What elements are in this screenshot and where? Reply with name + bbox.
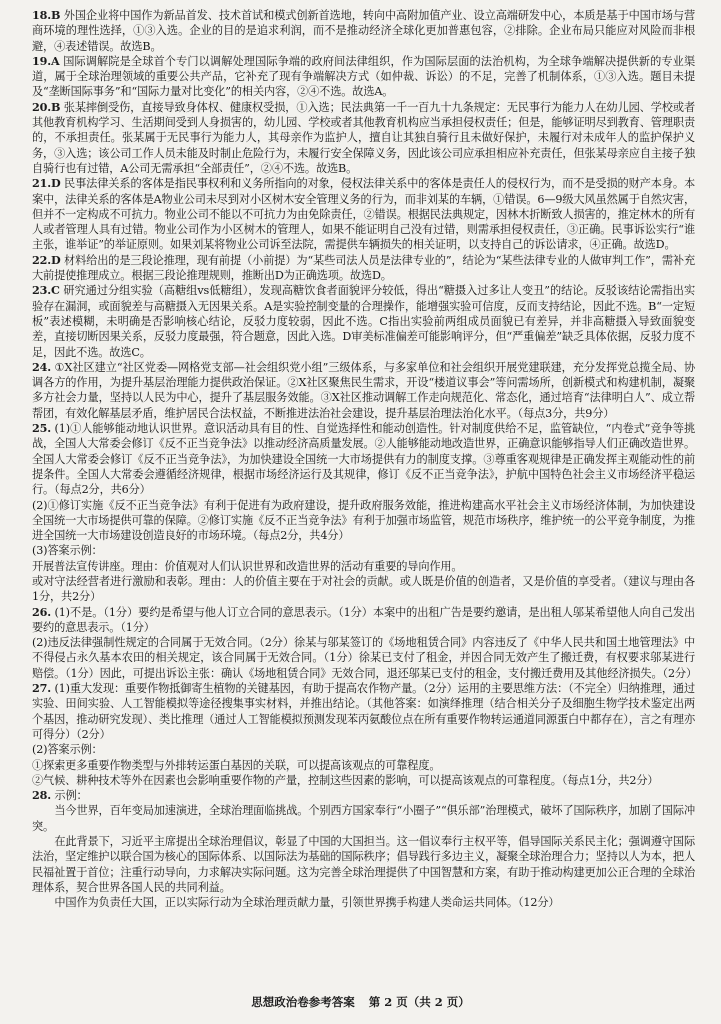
answer-text: (1)①人能够能动地认识世界。意识活动具有目的性、自觉选择性和能动创造性。针对制度供给不足，监管缺位，“内卷式”竞争等挑战，全国人大常委会修订《反不正当竞争法》以推动经济高质量发展。②人能够能动地改造世界，正确意识能够指导人们正确改造世界。全国人大常委会修订《反不正当竞争法》，为加快建设全国统一大市场提供有力的制度支撑。③尊重客观规律是正确发挥主观能动性的前提条件。全国人大常委会遵循经济规律，根据市场经济运行及其规律，修订《反不正当竞争法》，护航中国特色社会主义市场经济平稳运行。（每点2分，共6分） — [32, 422, 695, 497]
answer-text: (1)不是。（1分）要约是希望与他人订立合同的意思表示。（1分）本案中的出租广告是要约邀请，是出租人邬某希望他人向自己发出要约的意思表示。（1分） — [32, 605, 695, 634]
answer-paragraph — [32, 574, 695, 605]
question-number: 21.D — [32, 176, 61, 191]
answer-text: 张某摔倒受伤，直接导致身体权、健康权受损，①入选；民法典第一千一百九十九条规定：无民事行为能力人在幼儿园、学校或者其他教育机构学习、生活期间受到人身损害的，幼儿园、学校或者其他教育机构应当承担侵权责任；但是，能够证明尽到教育、管理职责的，不承担责任。张某属于无民事行为能力人，其母亲作为监护人，擅自让其独自骑行且未做好保护，未履行对未成年人的监护保护义务，③入选；该公司工作人员未能及时制止危险行为，未履行安全保障义务，因此该公司应承担相应补充责任，但张某母亲应自主接子独自骑行也有过错，A公司无需承担“全部责任”，②④不选。故选B。 — [32, 100, 695, 175]
answer-paragraph — [32, 543, 695, 558]
answer-text: 民事法律关系的客体是指民事权利和义务所指向的对象，侵权法律关系中的客体是责任人的侵权行为，而不是受损的财产本身。本案中，法律关系的客体是A物业公司未尽到对小区树木安全管理义务的行为，而非刘某的车辆，①错误。6—9级大风虽然属于自然灾害，但并不一定构成不可抗力。物业公司不能以不可抗力为由免除责任，②错误。根据民法典规定，因林木折断致人损害的，推定林木的所有人或者管理人具有过错。物业公司作为小区树木的管理人，如果不能证明自己没有过错，则需承担侵权责任，③正确。民事诉讼实行“谁主张，谁举证”的举证原则。如果刘某将物业公司诉至法院，需提供车辆损失的相关证明，以支持自己的诉讼请求，④正确。故选D。 — [32, 177, 695, 252]
answer-text: (2)①修订实施《反不正当竞争法》有利于促进有为政府建设，提升政府服务效能，推进构建高水平社会主义市场经济体制，为加快建设全国统一大市场提供可靠的保障。②修订实施《反不正当竞争法》有利于加强市场监管，规范市场秩序，维护统一的公平竞争制度，为推进全国统一大市场建设创造良好的市场环境。（每点2分，共4分） — [32, 498, 695, 543]
footer-title: 思想政治卷参考答案 — [251, 995, 355, 1009]
answer-item — [32, 8, 695, 54]
answer-text: (2)答案示例： — [32, 743, 103, 757]
answer-text: ②气候、耕种技术等外在因素也会影响重要作物的产量，控制这些因素的影响，可以提高该观点的可靠程度。（每点1分，共2分） — [32, 773, 659, 787]
answer-text: 开展普法宣传讲座。理由：价值观对人们认识世界和改造世界的活动有重要的导向作用。 — [32, 559, 463, 573]
answer-paragraph — [32, 559, 695, 574]
answer-paragraph — [32, 681, 695, 742]
essay-paragraph: 在此背景下，习近平主席提出全球治理倡议，彰显了中国的大国担当。这一倡议奉行主权平等，倡导国际关系民主化；强调遵守国际法治，坚定维护以联合国为核心的国际体系、以国际法为基础的国际秩序；倡导践行多边主义，凝聚全球治理合力；坚持以人为本，把人民福祉置于首位；注重行动导向，力求解决实际问题。这为完善全球治理提供了中国智慧和方案，有助于推动构建更加公正合理的全球治理体系，契合世界各国人民的共同利益。 — [32, 835, 695, 894]
answer-paragraph — [32, 283, 695, 359]
answer-text: ①X社区建立“社区党委—网格党支部—社会组织党小组”三级体系，与多家单位和社会组织开展党建联建，充分发挥党总揽全局、协调各方的作用，为提升基层治理能力提供政治保证。②X社区聚焦民生需求，开设“楼道议事会”等问需场所，创新模式和构建机制，凝聚多方社会力量，坚持以人民为中心，提升了基层服务效能。③X社区推动调解工作走向规范化、常态化，通过培育“法律明白人”、成立帮帮团，有效化解基层矛盾，维护居民合法权益，不断推进法治社会建设，提升基层治理法治化水平。（每点3分，共9分） — [32, 360, 696, 420]
answer-paragraph — [32, 773, 695, 788]
answer-paragraph — [32, 742, 695, 757]
answer-paragraph — [32, 176, 695, 252]
answer-text: (1)重大发现：重要作物抵御寄生植物的关键基因，有助于提高农作物产量。（2分）运用的主要思维方法：（不完全）归纳推理，通过实验、田间实验、人工智能模拟等途径搜集事实材料，并推出结论。（其他答案：如演绎推理（结合相关分子及细胞生物学技术鉴定出两个基因，推动研究发现）、类比推理（通过人工智能模拟预测发现苯丙氨酸位点在所有重要作物转运通道同源蛋白中都存在），言之有理亦可得分）（2分） — [32, 682, 696, 741]
question-number: 27. — [32, 681, 52, 696]
answer-text: 材料给出的是三段论推理，现有前提（小前提）为“某些司法人员是法律专业的”，结论为“某些法律专业的人做审判工作”，需补充大前提使推理成立。根据三段论推理规则，推断出D为正确选项。故选D。 — [32, 253, 695, 283]
answer-text: (2)违反法律强制性规定的合同属于无效合同。（2分）徐某与邬某签订的《场地租赁合同》内容违反了《中华人民共和国土地管理法》中不得侵占永久基本农田的相关规定，该合同属于无效合同。（1分）徐某已支付了租金，并因合同无效产生了搬迁费，有权要求邬某进行赔偿。（1分）因此，可提出诉讼主张：确认《场地租赁合同》无效合同，退还邬某已支付的租金，支付搬迁费用及其他经济损失。（2分） — [32, 636, 697, 680]
answer-item — [32, 681, 695, 788]
answer-paragraph — [32, 605, 695, 636]
answer-item — [32, 360, 695, 421]
answer-paragraph — [32, 360, 695, 421]
answer-text: 示例： — [54, 789, 88, 803]
question-number: 23.C — [32, 283, 60, 298]
question-number: 26. — [32, 604, 52, 619]
answer-item — [32, 54, 695, 100]
answer-paragraph — [32, 635, 695, 681]
answer-item — [32, 176, 695, 252]
answer-item — [32, 253, 695, 284]
answer-paragraph — [32, 498, 695, 544]
answer-text: 外国企业将中国作为新品首发、技术首试和模式创新首选地，转向中高附加值产业、设立高端研发中心，本质是基于中国市场与营商环境的理性选择，①③入选。企业的目的是追求利润，而不是推动经济全球化更加普惠包容，②排除。企业布局只能应对风险而非根避，④表述错误。故选B。 — [32, 9, 695, 53]
answer-text: 研究通过分组实验（高糖组vs低糖组），发现高糖饮食者面貌评分较低，得出“糖摄入过多让人变丑”的结论。反驳该结论需指出实验存在漏洞，或面貌差与高糖摄入无因果关系。A是实验控制变量的合理操作，能增强实验可信度，反而支持结论，因此不选。B“一定短板”表述模糊，未明确是否影响核心结论，反驳力度较弱，因此不选。C指出实验前两组成员面貌已有差异，并非高糖摄入导致面貌变差，直接切断因果关系，反驳力度最强，符合题意，因此入选。D审美标准偏差可能影响评分，但“严重偏差”缺乏具体依据，反驳力度不足，因此不选。故选C。 — [32, 284, 696, 359]
essay-paragraph: 中国作为负责任大国，正以实际行动为全球治理贡献力量，引领世界携手构建人类命运共同体。（12分） — [54, 896, 560, 910]
question-number: 18.B — [32, 8, 61, 22]
answer-text: 或对守法经营者进行激励和表彰。理由：人的价值主要在于对社会的贡献。或人既是价值的创造者，又是价值的享受者。（建议与理由各1分，共2分） — [32, 574, 695, 604]
answer-text: 国际调解院是全球首个专门以调解处理国际争端的政府间法律组织，作为国际层面的法治机构，为全球争端解决提供新的专业渠道，属于全球治理领域的重要公共产品，它补充了现有争端解决方式（如仲裁、诉讼）的不足，完善了机制体系，①③入选。题目未提及“垄断国际事务”和“国际力量对比变化”的相关内容，②④不选。故选A。 — [32, 54, 695, 99]
answer-paragraph — [32, 758, 695, 773]
question-number: 22.D — [32, 252, 61, 267]
answer-paragraph — [32, 100, 695, 176]
answer-text: (3)答案示例： — [32, 544, 103, 558]
footer-page-number: 第 2 页（共 2 页） — [368, 995, 470, 1009]
answer-item — [32, 100, 695, 176]
question-number: 19.A — [32, 53, 60, 68]
page-footer — [0, 994, 721, 1010]
answer-item — [32, 605, 695, 681]
answer-paragraph — [32, 421, 695, 497]
answer-paragraph — [32, 788, 695, 803]
question-number: 25. — [32, 421, 52, 436]
answer-text: ①探索更多重要作物类型与外排转运蛋白基因的关联，可以提高该观点的可靠程度。 — [32, 758, 441, 772]
question-number: 28. — [32, 788, 52, 803]
answers-list — [32, 8, 695, 911]
question-number: 20.B — [32, 99, 61, 114]
question-number: 24. — [32, 359, 52, 374]
answer-item — [32, 788, 695, 910]
answer-item — [32, 283, 695, 359]
answer-paragraph — [32, 253, 695, 284]
answer-paragraph — [32, 54, 695, 100]
answer-item — [32, 421, 695, 605]
answer-paragraph — [32, 8, 695, 54]
essay-paragraph: 当今世界，百年变局加速演进，全球治理面临挑战。个别西方国家奉行“小圈子”“俱乐部”治理模式，破坏了国际秩序，加剧了国际冲突。 — [32, 804, 695, 833]
